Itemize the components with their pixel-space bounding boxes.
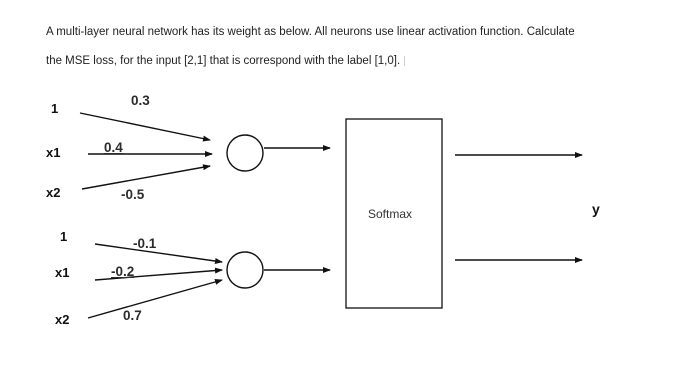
n2-weight-bias: -0.1	[133, 236, 157, 251]
arrow-n2-bias	[95, 244, 222, 262]
n2-weight-x2: 0.7	[123, 308, 142, 323]
n1-input-x2: x2	[46, 185, 61, 200]
n1-weight-bias: 0.3	[131, 93, 150, 108]
n1-input-x1: x1	[46, 145, 61, 160]
softmax-label: Softmax	[368, 207, 413, 221]
output-label-y: y	[592, 201, 600, 217]
arrow-n1-bias	[80, 113, 210, 140]
neuron-1	[227, 135, 263, 171]
n2-weight-x1: -0.2	[111, 264, 135, 279]
n1-weight-x2: -0.5	[121, 187, 145, 202]
question-line-2-text: the MSE loss, for the input [2,1] that is correspond with the label [1,0].	[46, 55, 401, 67]
n1-input-bias: 1	[51, 101, 59, 116]
n2-input-x2: x2	[55, 312, 70, 327]
question-line-1: A multi-layer neural network has its weight as below. All neurons use linear activation function. Calculate	[46, 26, 575, 38]
n1-weight-x1: 0.4	[104, 140, 123, 155]
arrow-n1-x2	[82, 166, 210, 189]
arrow-n2-x2	[88, 280, 222, 318]
neuron-2	[227, 252, 263, 288]
n2-input-bias: 1	[60, 229, 68, 244]
n2-input-x1: x1	[55, 265, 70, 280]
